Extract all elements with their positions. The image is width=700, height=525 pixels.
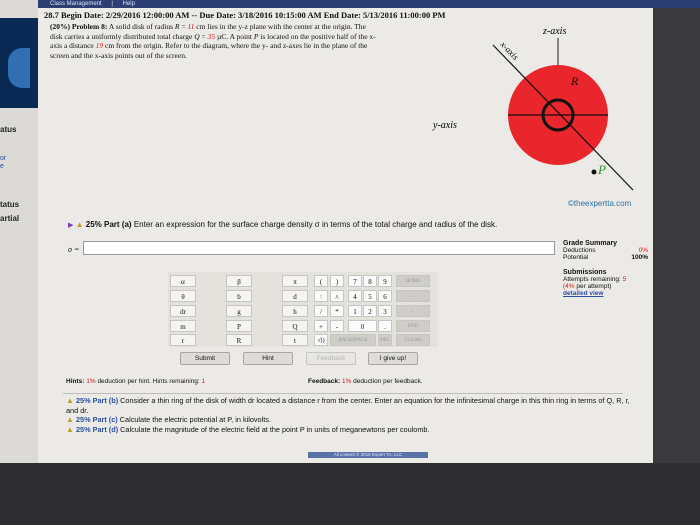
key-4[interactable]: 4 (348, 290, 362, 302)
part-c-row[interactable] (66, 415, 641, 425)
key-h[interactable]: h (282, 305, 308, 317)
key-beta[interactable]: β (226, 275, 252, 287)
problem-text: is located on the positive half of the x-axis a distance (50, 31, 376, 50)
eq-sign: = (179, 22, 188, 31)
key-plus[interactable]: + (314, 320, 328, 332)
hints-line (66, 378, 205, 385)
radius-label: R (571, 74, 579, 88)
key-home[interactable]: HOME (396, 275, 430, 287)
key-P[interactable]: P (226, 320, 252, 332)
var-R: R (174, 22, 180, 31)
key-t[interactable]: t (282, 334, 308, 346)
key-open-paren[interactable]: ( (314, 275, 328, 287)
feedback-line (308, 378, 423, 385)
hints-pct: 1% (86, 378, 96, 385)
part-b-label: 25% Part (b) (75, 396, 119, 405)
feedback-label: Feedback: (308, 378, 341, 385)
z-axis-label: z-axis (543, 26, 567, 37)
key-Q[interactable]: Q (282, 320, 308, 332)
deductions-label: Deductions (563, 247, 596, 254)
dates-header: 28.7 Begin Date: 2/29/2016 12:00:00 AM -- Due Date: 3/18/2016 10:15:00 AM End Date: 5/13/2016 11:00:00 PM (44, 10, 446, 20)
key-theta[interactable]: θ (170, 290, 196, 302)
part-d-row[interactable] (66, 425, 641, 435)
part-a-prompt: Enter an expression for the surface charge density σ in terms of the total charge and radius of the disk. (133, 220, 498, 229)
part-b-row[interactable] (66, 396, 641, 415)
part-b-text: Consider a thin ring of the disk of width dr located a distance r from the center. Enter an equation for the infinitesimal charge in this thin ring in terms of Q, R, r, and dr. (66, 396, 630, 415)
key-m[interactable]: m (170, 320, 196, 332)
key-9[interactable]: 9 (378, 275, 392, 287)
logo-mark (8, 48, 30, 88)
warning-icon: ▲ (66, 415, 74, 424)
other-parts-list (66, 396, 641, 434)
key-pi[interactable]: π (282, 275, 308, 287)
y-axis-label: y-axis (433, 120, 457, 131)
key-minus[interactable]: - (330, 320, 344, 332)
eq-sign: = (199, 31, 208, 41)
key-alpha[interactable]: α (170, 275, 196, 287)
key-3[interactable]: 3 (378, 305, 392, 317)
key-caret[interactable]: ∧ (330, 290, 344, 302)
key-divide[interactable]: / (314, 305, 328, 317)
potential-value: 100% (631, 254, 648, 261)
monitor-bezel (0, 463, 700, 525)
sidebar-status-2: tatus (0, 200, 20, 209)
radius-value: 11 (187, 22, 195, 31)
grade-summary (563, 240, 648, 297)
potential-row (563, 254, 648, 261)
key-left-arrow[interactable]: ← (396, 305, 430, 317)
charge-value: 35 (207, 31, 216, 41)
key-clear[interactable]: CLEAR (396, 334, 430, 346)
key-del[interactable]: DEL (378, 334, 392, 346)
problem-statement (50, 22, 380, 60)
key-r[interactable]: r (170, 334, 196, 346)
key-dot[interactable]: . (378, 320, 392, 332)
sidebar-link-e[interactable]: e (0, 163, 4, 170)
var-P: P (253, 31, 259, 41)
sidebar-status: atus (0, 125, 17, 134)
key-1[interactable]: 1 (348, 305, 362, 317)
attempts-row (563, 276, 648, 283)
sidebar-partial: artial (0, 214, 20, 223)
submit-button[interactable]: Submit (180, 352, 230, 365)
warning-icon: ▲ (66, 396, 74, 405)
distance-value: 19 (95, 41, 104, 50)
per-attempt-text: per attempt) (574, 283, 612, 290)
var-Q: Q (194, 31, 200, 41)
left-sidebar (0, 0, 38, 470)
deductions-value: 0% (638, 247, 648, 254)
problem-number: (20%) Problem 8: (50, 22, 108, 31)
feedback-text: deduction per feedback. (351, 378, 423, 385)
warning-icon: ▲ (66, 424, 74, 434)
credit-text: ©theexpertta.com (568, 199, 632, 208)
menu-separator: | (111, 1, 113, 7)
part-c-label: 25% Part (c) (75, 415, 118, 424)
key-multiply[interactable]: * (330, 305, 344, 317)
divider (63, 393, 623, 394)
part-d-text: Calculate the magnitude of the electric field at the point P in units of meganewtons per coulomb. (120, 424, 430, 434)
grade-summary-title: Grade Summary (563, 240, 618, 247)
attempts-label: Attempts remaining: (563, 276, 621, 283)
key-g[interactable]: g (226, 305, 252, 317)
hint-button[interactable]: Hint (243, 352, 293, 365)
menu-bar (38, 0, 700, 8)
hints-label: Hints: (66, 378, 85, 385)
disk-diagram-svg (433, 20, 648, 210)
give-up-button[interactable]: I give up! (368, 352, 418, 365)
key-close-paren[interactable]: ) (330, 275, 344, 287)
menu-class-management[interactable]: Class Management (50, 1, 102, 7)
menu-help[interactable]: Help (122, 1, 135, 7)
key-2[interactable]: 2 (363, 305, 377, 317)
x-axis-label: x-axis (498, 39, 521, 62)
hints-text: deduction per hint. Hints remaining: (95, 378, 202, 385)
problem-page (38, 8, 653, 463)
app-logo (0, 18, 38, 108)
key-end[interactable]: END (396, 320, 430, 332)
disk-diagram (433, 20, 648, 210)
key-6[interactable]: 6 (378, 290, 392, 302)
submissions-title: Submissions (563, 269, 607, 276)
key-sqrt[interactable]: √() (314, 334, 328, 346)
answer-input[interactable] (83, 241, 555, 255)
potential-label: Potential (563, 254, 589, 261)
detailed-view-link[interactable]: detailed view (563, 290, 604, 297)
key-backspace[interactable]: BACKSPACE (330, 334, 376, 346)
problem-text: cm lies in the y-z plane with the center at the origin. The disk carries a uniformly distributed total charge (50, 22, 366, 41)
key-0[interactable]: 0 (348, 320, 377, 332)
copyright-footer: All content © 2016 Expert TA, LLC (308, 452, 428, 458)
part-c-text: Calculate the electric potential at P, in kilovolts. (119, 415, 271, 424)
point-P-dot (592, 170, 597, 175)
key-8[interactable]: 8 (363, 275, 377, 287)
problem-text: µC. A point (215, 31, 254, 41)
attempts-value: 5 (622, 276, 627, 283)
problem-text: cm from the origin. Refer to the diagram, where the y- and z-axes lie in the plane of the screen and the x-axis points out of the screen. (50, 41, 368, 60)
sigma-label: σ = (68, 245, 80, 254)
feedback-pct: 1% (341, 378, 352, 385)
key-up[interactable]: ↑ (314, 290, 328, 302)
part-a-label: 25% Part (a) (85, 220, 132, 229)
key-dr[interactable]: dr (170, 305, 196, 317)
part-a-header (68, 220, 497, 229)
key-d[interactable]: d (282, 290, 308, 302)
equation-keypad (168, 272, 438, 347)
key-R[interactable]: R (226, 334, 252, 346)
expand-triangle-icon[interactable]: ▶ (68, 222, 74, 229)
deductions-row (563, 247, 648, 254)
key-5[interactable]: 5 (363, 290, 377, 302)
warning-icon: ▲ (75, 220, 84, 229)
per-attempt-pct: (4% (563, 283, 575, 290)
key-right-arrow[interactable]: → (396, 290, 430, 302)
part-d-label: 25% Part (d) (75, 424, 119, 434)
feedback-button[interactable]: Feedback (306, 352, 356, 365)
per-attempt-row (563, 283, 648, 290)
problem-text: A solid disk of radius (107, 22, 175, 31)
key-7[interactable]: 7 (348, 275, 362, 287)
key-b[interactable]: b (226, 290, 252, 302)
sidebar-link-or[interactable]: or (0, 155, 7, 162)
hints-remaining: 1 (201, 378, 206, 385)
point-P-label: P (598, 162, 606, 177)
